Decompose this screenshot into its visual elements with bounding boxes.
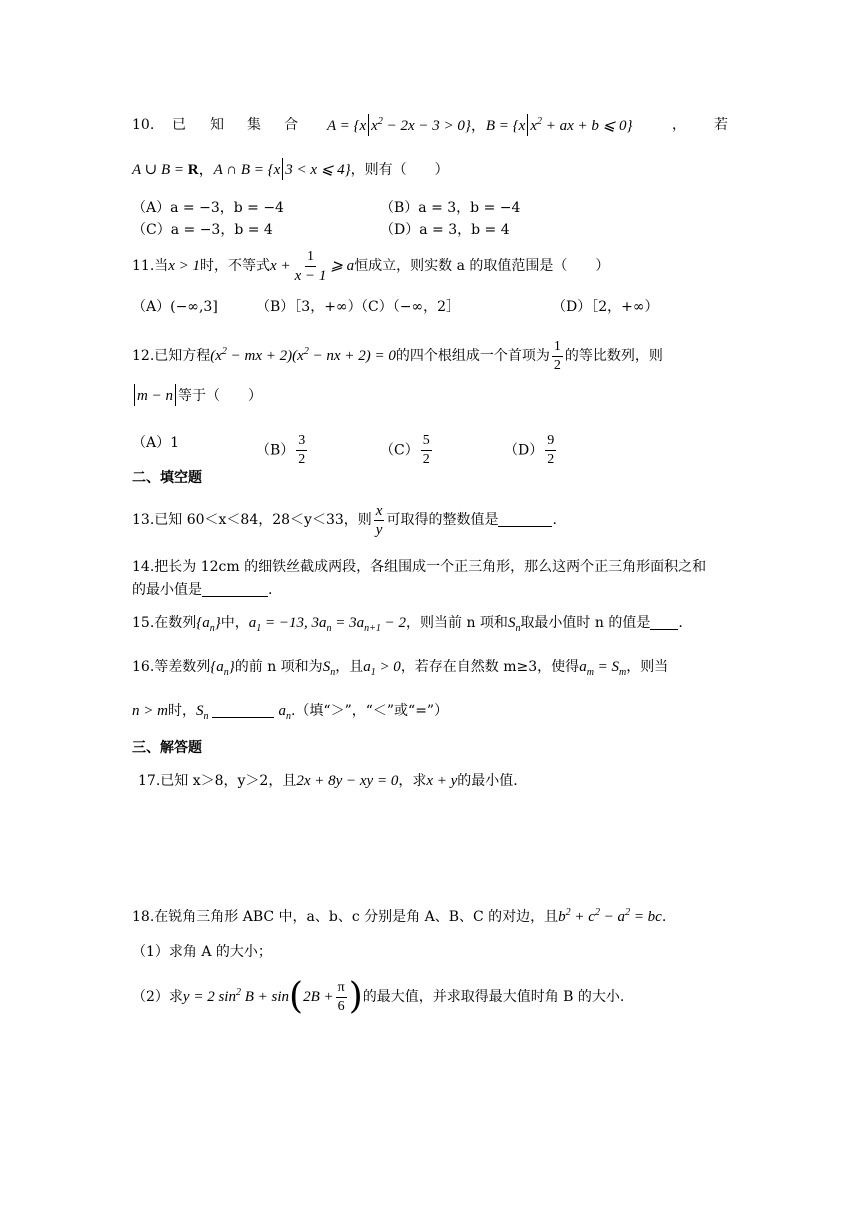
q15-answer-blank[interactable]: [650, 613, 678, 630]
q17-line: 17.已知 x＞8，y＞2，且2x + 8y − xy = 0，求x + y的最小值.: [138, 773, 518, 789]
q10-line2: A ∪ B = R，A ∩ B = {x 3 < x ⩽ 4}，则有（ ）: [132, 158, 730, 181]
q13-line: 13.已知 60＜x＜84，28＜y＜33，则 $\frac{x}{y}$ 可取得的整数值是 .: [132, 502, 557, 538]
q12-option-a: （A）1: [132, 435, 180, 451]
q10-number: 10.: [132, 117, 155, 133]
q12-options: [132, 424, 730, 466]
q15-line: 15.在数列$\{a_n\}$中，$a_1 = -13$, $3a_n = 3a_{n+1} - 2$，则当前 n 项和$S_n$取最小值时 n 的值是 .: [132, 615, 683, 634]
q11-option-c: （C）（−∞，2］: [354, 299, 461, 315]
q10-option-d: （D）a = 3，b = 4: [380, 222, 510, 238]
q12-option-d: （D） $\frac{9}{2}$: [504, 433, 555, 467]
set-a: A = {x $x^2 - 2x - 3 > 0$}，B = {x $x^2$ + ax + b ⩽ 0}: [327, 116, 633, 134]
q18-part1: （1）求角 A 的大小；: [132, 944, 272, 960]
union-intersection: A ∪ B = R，A ∩ B = {x 3 < x ⩽ 4}: [132, 162, 351, 178]
q16-line1: 16.等差数列$\{a_n\}$的前 n 项和为$S_n$，且$a_1 > 0$，若存在自然数 m≥3，使得$a_m = S_m$，则当: [132, 659, 669, 678]
q18-part2: （2）求y = 2 $\sin^2 B + \sin(2B$ + $\frac{\pi}{6}$ )的最大值，并求取得最大值时角 B 的大小.: [132, 976, 625, 1017]
q16-answer-blank[interactable]: [212, 701, 274, 718]
q11-option-b: （B）［3，+∞）: [256, 299, 362, 315]
q10-line1: 10. 已 知 集 合 A = {x $x^2 - 2x - 3 > 0$}，B = {x $x^2$ + ax + b ⩽ 0} ， 若: [132, 114, 730, 136]
q12-line2: m − n 等于（ ）: [132, 384, 730, 407]
section-solution: 三、解答题: [132, 740, 202, 756]
q14-answer-blank[interactable]: [202, 580, 268, 597]
q14-line1: 14.把长为 12cm 的细铁丝截成两段，各组围成一个正三角形，那么这两个正三角形面积之和: [132, 559, 707, 575]
q11-fraction: $\frac{1}{x - 1}$: [294, 248, 327, 284]
q12-option-c: （C） $\frac{5}{2}$: [380, 433, 430, 467]
q11-option-d: （D）［2，+∞）: [552, 299, 659, 315]
q13-answer-blank[interactable]: [498, 510, 552, 527]
q12-option-b: （B） $\frac{3}{2}$: [256, 433, 306, 467]
q10-option-b: （B）a = 3，b = −4: [380, 200, 521, 216]
q18-line1: 18.在锐角三角形 ABC 中，a、b、c 分别是角 A、B、C 的对边，且$b^2 + c^2 - a^2$ = bc.: [132, 907, 667, 925]
q11-option-a: （A）(−∞,3]: [132, 299, 218, 315]
q10-option-c: （C）a = −3，b = 4: [132, 222, 273, 238]
q11-line: 11.当x > 1时，不等式x + $\frac{1}{x - 1}$ ⩾ a恒成立，则实数 a 的取值范围是（ ）: [132, 248, 610, 284]
q12-line1: 12.已知方程($x^2$ − mx + $2)(x^2$ − nx + 2) = 0的四个根组成一个首项为 $\frac{1}{2}$ 的等比数列，则: [132, 338, 663, 373]
section-fill-in: 二、填空题: [132, 470, 202, 486]
q16-line2: n > m时，$S_n$ $a_n$.（填“＞”，“＜”或“=”）: [132, 703, 449, 722]
q14-line2: 的最小值是 .: [132, 582, 273, 598]
q10-option-a: （A）a = −3，b = −4: [132, 200, 284, 216]
